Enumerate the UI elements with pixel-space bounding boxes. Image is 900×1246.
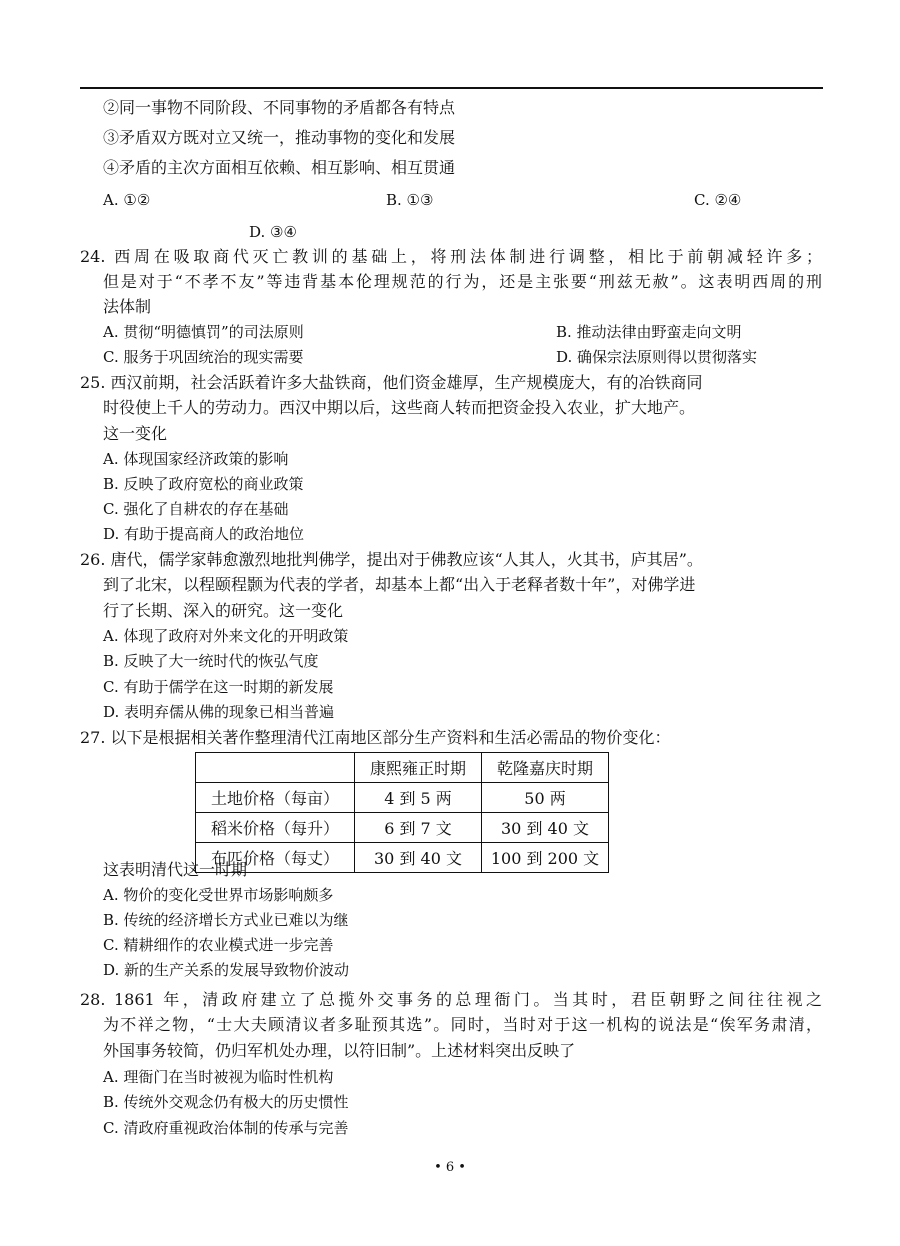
table-header-cell: 乾隆嘉庆时期: [482, 753, 609, 783]
statement-3: ③矛盾双方既对立又统一，推动事物的变化和发展: [103, 128, 456, 147]
q25-stem-line2: 时役使上千人的劳动力。西汉中期以后，这些商人转而把资金投入农业，扩大地产。: [103, 398, 696, 417]
q28-option-a: A. 理衙门在当时被视为临时性机构: [103, 1068, 334, 1086]
q26-option-d: D. 表明弃儒从佛的现象已相当普遍: [103, 703, 335, 721]
q25-option-b: B. 反映了政府宽松的商业政策: [103, 475, 304, 493]
page-number: • 6 •: [434, 1160, 466, 1175]
q26-option-b: B. 反映了大一统时代的恢弘气度: [103, 652, 319, 670]
statement-4: ④矛盾的主次方面相互依赖、相互影响、相互贯通: [103, 158, 456, 177]
table-cell: 4 到 5 两: [355, 783, 482, 813]
q28-stem-line3: 外国事务较简，仍归军机处办理，以符旧制”。上述材料突出反映了: [103, 1041, 576, 1060]
q25-option-d: D. 有助于提高商人的政治地位: [103, 525, 305, 543]
table-row: [196, 783, 609, 813]
table-header-cell: [196, 753, 355, 783]
q27-option-a: A. 物价的变化受世界市场影响颇多: [103, 886, 334, 904]
q27-after: 这表明清代这一时期: [103, 860, 248, 879]
q28-stem-line2: 为不祥之物，“士大夫顾清议者多耻预其选”。同时，当时对于这一机构的说法是“俟军务肃清，: [103, 1015, 822, 1034]
option-c: C. ②④: [694, 191, 742, 209]
table-cell: 稻米价格（每升）: [196, 813, 355, 843]
q26-option-c: C. 有助于儒学在这一时期的新发展: [103, 678, 334, 696]
q24-option-c: C. 服务于巩固统治的现实需要: [103, 348, 304, 366]
q28-option-c: C. 清政府重视政治体制的传承与完善: [103, 1119, 349, 1137]
q28-option-b: B. 传统外交观念仍有极大的历史惯性: [103, 1093, 349, 1111]
table-header-row: [196, 753, 609, 783]
q24-stem-line1: 24. 西周在吸取商代灭亡教训的基础上，将刑法体制进行调整，相比于前朝减轻许多；: [80, 247, 822, 266]
q26-stem-line1: 26. 唐代，儒学家韩愈激烈地批判佛学，提出对于佛教应该“人其人，火其书，庐其居”。: [80, 550, 703, 569]
table-cell: 50 两: [482, 783, 609, 813]
q26-stem-line3: 行了长期、深入的研究。这一变化: [103, 601, 344, 620]
q25-stem-line1: 25. 西汉前期，社会活跃着许多大盐铁商，他们资金雄厚，生产规模庞大，有的冶铁商同: [80, 373, 703, 392]
q28-stem-line1: 28. 1861 年，清政府建立了总揽外交事务的总理衙门。当其时，君臣朝野之间往往视之: [80, 990, 822, 1009]
statement-2: ②同一事物不同阶段、不同事物的矛盾都各有特点: [103, 98, 456, 117]
header-rule: [80, 87, 823, 89]
table-cell: 布匹价格（每丈）: [196, 843, 355, 873]
q27-option-c: C. 精耕细作的农业模式进一步完善: [103, 936, 334, 954]
option-a: A. ①②: [103, 191, 151, 209]
table-cell: 6 到 7 文: [355, 813, 482, 843]
q27-option-d: D. 新的生产关系的发展导致物价波动: [103, 961, 350, 979]
q24-option-d: D. 确保宗法原则得以贯彻落实: [556, 348, 758, 366]
q25-option-c: C. 强化了自耕农的存在基础: [103, 500, 289, 518]
q25-option-a: A. 体现国家经济政策的影响: [103, 450, 289, 468]
table-cell: 30 到 40 文: [355, 843, 482, 873]
q24-stem-line3: 法体制: [103, 297, 152, 316]
q24-stem-line2: 但是对于“不孝不友”等违背基本伦理规范的行为，还是主张要“刑兹无赦”。这表明西周的刑: [103, 272, 822, 291]
q27-option-b: B. 传统的经济增长方式业已难以为继: [103, 911, 349, 929]
option-d: D. ③④: [249, 223, 297, 241]
table-row: [196, 813, 609, 843]
q25-stem-line3: 这一变化: [103, 424, 168, 443]
table-cell: 100 到 200 文: [482, 843, 609, 873]
q26-option-a: A. 体现了政府对外来文化的开明政策: [103, 627, 349, 645]
option-b: B. ①③: [386, 191, 434, 209]
q24-option-b: B. 推动法律由野蛮走向文明: [556, 323, 742, 341]
q26-stem-line2: 到了北宋，以程颐程颢为代表的学者，却基本上都“出入于老释者数十年”，对佛学进: [103, 575, 696, 594]
table-cell: 30 到 40 文: [482, 813, 609, 843]
table-row: [196, 843, 609, 873]
price-table: [195, 752, 609, 873]
table-header-cell: 康熙雍正时期: [355, 753, 482, 783]
table-cell: 土地价格（每亩）: [196, 783, 355, 813]
q27-stem: 27. 以下是根据相关著作整理清代江南地区部分生产资料和生活必需品的物价变化：: [80, 728, 671, 747]
q24-option-a: A. 贯彻“明德慎罚”的司法原则: [103, 323, 304, 341]
